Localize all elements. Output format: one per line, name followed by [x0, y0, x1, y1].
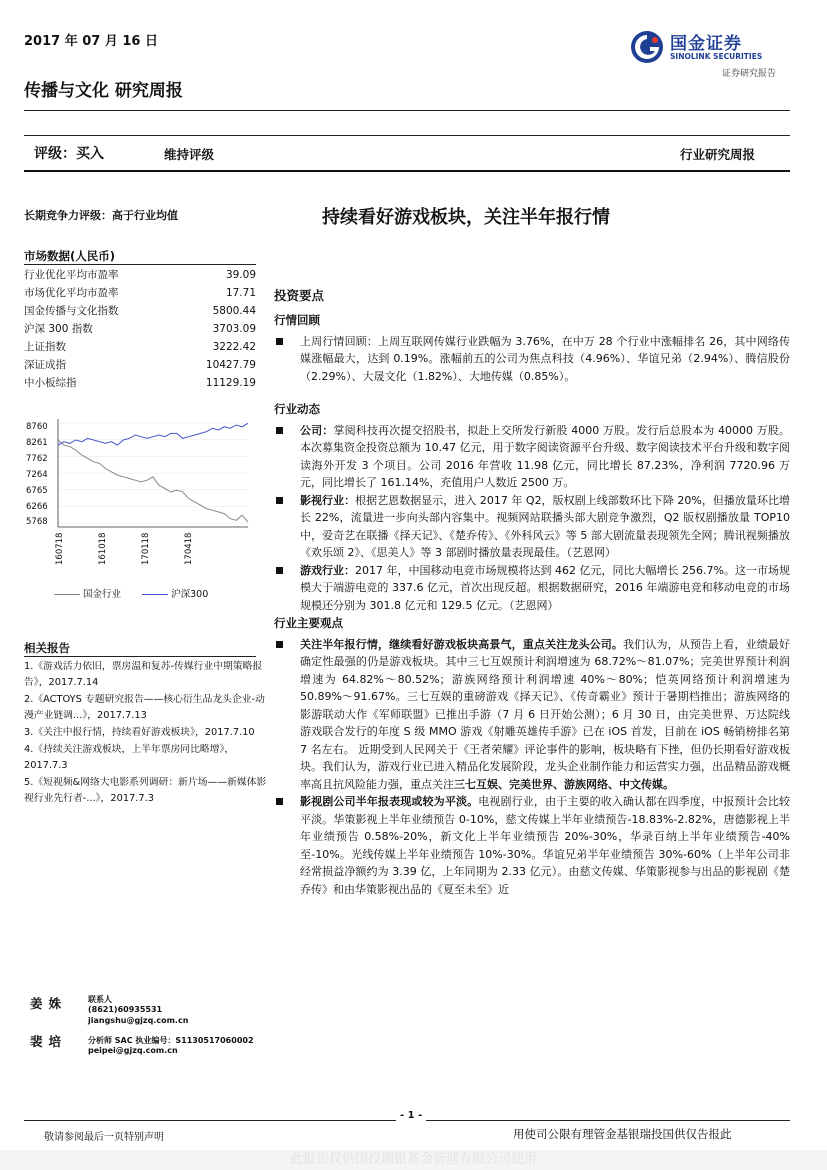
key-points-title: 投资要点: [274, 288, 325, 303]
analyst-role: 分析师 SAC 执业编号：S1130517060002: [88, 1036, 254, 1045]
y-tick-label: 7264: [26, 470, 48, 480]
market-label: 沪深 300 指数: [24, 323, 93, 335]
report-date: 2017 年 07 月 16 日: [24, 34, 158, 49]
legend-label-hs300: 沪深300: [171, 589, 209, 600]
legend-label-industry: 国金行业: [83, 589, 122, 600]
company-lead: 公司：: [300, 423, 334, 437]
bullet-icon: [276, 798, 283, 805]
x-tick-label: 160718: [55, 532, 65, 565]
market-label: 市场优化平均市盈率: [24, 287, 119, 299]
market-value: 3222.42: [212, 341, 256, 353]
market-value: 11129.19: [205, 377, 256, 389]
index-chart: [24, 405, 256, 605]
related-reports-title: 相关报告: [24, 641, 70, 655]
film-bullet: [274, 492, 790, 562]
brand-logo: [630, 24, 790, 72]
view1-lead: 关注半年报行情，继续看好游戏板块高景气，重点关注龙头公司。: [300, 637, 624, 651]
legend-swatch-industry: [54, 594, 80, 595]
analyst-phone: (8621)60935531: [88, 1005, 163, 1014]
market-value: 10427.79: [205, 359, 256, 371]
analyst-name: 姜姝: [30, 996, 68, 1011]
company-text: 掌阅科技再次提交招股书，拟赴上交所发行新股 4000 万股。发行后总股本为 40000 万股。本次募集资金投资总额为 10.47 亿元，用于数字阅读资源平台升级、数字阅读技术平台升级和数字阅读海外开发 3 个项目。公司 2016 年营收 11.98 亿元，同比增长 87.23%，净利润 7720.96 万元，同比增长了 161.14%，充值用户人数近 2500 万。: [300, 423, 790, 489]
related-report-item[interactable]: 5.《短视频&网络大电影系列调研：新片场——新媒体影视行业先行者-...》，2017.7.3: [24, 777, 267, 804]
brand-name-en: SINOLINK SECURITIES: [670, 52, 763, 61]
related-divider: [24, 656, 256, 657]
bullet-icon: [276, 497, 283, 504]
y-tick-label: 6765: [26, 486, 48, 496]
dynamics-title: 行业动态: [274, 402, 320, 416]
brand-subtitle: 证券研究报告: [722, 69, 777, 79]
legend: [54, 586, 254, 600]
analyst-role: 联系人: [88, 995, 112, 1004]
rating-action: 维持评级: [164, 147, 215, 162]
disclaimer-note: 敬请参阅最后一页特别声明: [44, 1132, 164, 1143]
view1-tail: 三七互娱、完美世界、游族网络、中文传媒。: [454, 777, 674, 791]
analyst-email[interactable]: jiangshu@gjzq.com.cn: [88, 1016, 189, 1025]
header-divider-2: [24, 135, 790, 136]
x-tick-label: 170118: [141, 532, 151, 565]
game-bullet: [274, 562, 790, 615]
film-lead: 影视行业：: [300, 493, 356, 507]
related-report-item[interactable]: 4.《持续关注游戏板块，上半年票房同比略增》，2017.7.3: [24, 744, 235, 771]
x-tick-label: 161018: [98, 532, 108, 565]
market-label: 上证指数: [24, 341, 66, 353]
series-line-industry: [58, 440, 248, 522]
series-line-hs300: [58, 423, 248, 445]
company-bullet: [274, 422, 790, 492]
market-value: 39.09: [225, 269, 256, 281]
market-row: [24, 266, 256, 284]
brand-logo-icon: [630, 30, 664, 64]
x-tick-label: 170418: [184, 532, 194, 565]
headline: 持续看好游戏板块，关注半年报行情: [322, 207, 610, 228]
y-tick-label: 8760: [26, 422, 48, 432]
views-title: 行业主要观点: [274, 616, 343, 630]
related-report-item[interactable]: 1.《游戏活力依旧，票房温和复苏-传媒行业中期策略报告》，2017.7.14: [24, 661, 263, 688]
y-tick-label: 8261: [26, 438, 48, 448]
game-lead: 游戏行业：: [300, 563, 356, 577]
analyst-name: 裴培: [30, 1034, 68, 1049]
market-data-title: 市场数据(人民币): [24, 249, 116, 263]
chart-plot-area: [58, 419, 248, 529]
market-row: [24, 338, 256, 356]
review-bullet: [274, 333, 790, 386]
bullet-icon: [276, 567, 283, 574]
related-report-item[interactable]: 2.《ACTOYS 专题研究报告——核心衍生品龙头企业-动漫产业链调...》，2017.7.13: [24, 694, 265, 721]
market-value: 17.71: [225, 287, 256, 299]
view1-text: 我们认为，从预告上看，业绩最好确定性最强的仍是游戏板块。其中三七互娱预计利润增速为 68.72%～81.07%；完美世界预计利润增速为 64.82%～80.52%；游族网络预计利润增速 40%～80%；恺英网络预计利润增速为 50.89%～91.67%。三七互娱的重磅游戏《择天记》、《传奇霸业》预计于暑期档推出；游族网络的影游联动大作《军师联盟》已推出手游（7 月 6 日开始公测）；6 月 30 日，由完美世界、万达院线游戏联合发行的年度 S 级 MMO 游戏《射雕英雄传手游》已在 iOS 首发，目前在 iOS 畅销榜排名第 7 名左右。 近期受到人民网关于《王者荣耀》评论事件的影响，板块略有下挫，但仍长期看好游戏板块。我们认为，游戏行业已进入精品化发展阶段，龙头企业制作能力和运营实力强，出品精品游戏概率高且抗风险能力强，重点关注: [300, 637, 790, 791]
bottom-strip: [0, 1150, 827, 1170]
market-label: 中小板综指: [24, 377, 77, 389]
y-tick-label: 7762: [26, 454, 48, 464]
view1-bullet: [274, 636, 790, 794]
y-tick-label: 6266: [26, 502, 48, 512]
header-divider-top: [24, 110, 790, 111]
market-divider: [24, 264, 256, 265]
rating: 评级：买入: [34, 146, 104, 162]
bullet-icon: [276, 641, 283, 648]
market-data-table: [24, 266, 256, 392]
market-row: [24, 356, 256, 374]
legend-swatch-hs300: [142, 594, 168, 595]
related-report-item[interactable]: 3.《关注中报行情，持续看好游戏板块》，2017.7.10: [24, 727, 255, 738]
view2-lead: 影视剧公司半年报表现或较为平淡。: [300, 795, 479, 808]
review-title: 行情回顾: [274, 313, 320, 327]
page-number: - 1 -: [396, 1110, 426, 1121]
market-row: [24, 284, 256, 302]
view2-text: 电视剧行业，由于主要的收入确认都在四季度，中报预计会比较平淡。华策影视上半年业绩预告 0-10%，慈文传媒上半年业绩预告-18.83%-2.82%，唐德影视上半年业绩预告 0.58%-20%，新文化上半年业绩预告 20%-30%，华录百纳上半年业绩预告-40%至-10%。光线传媒上半年业绩预告 10%-30%。华谊兄弟半年业绩预告 30%-60%（上半年公司非经常损益净额约为 3.39 亿，上年同期为 2.33 亿元）。由慈文传媒、华策影视参与出品的影视剧《楚乔传》和由华策影视出品的《夏至未至》近: [300, 795, 790, 896]
market-label: 深证成指: [24, 359, 66, 371]
brand-name-cn: 国金证券: [670, 34, 742, 54]
market-row: [24, 320, 256, 338]
header-divider-3: [24, 170, 790, 172]
view2-bullet: [274, 793, 790, 898]
bottom-strip-text: 此报告仅供国投瑞银基金管理有限公司使用: [289, 1152, 537, 1167]
market-row: [24, 302, 256, 320]
report-title: 传播与文化 研究周报: [24, 81, 183, 101]
market-value: 5800.44: [212, 305, 256, 317]
long-term-rating: 长期竞争力评级：高于行业均值: [24, 209, 178, 222]
y-tick-label: 5768: [26, 517, 48, 527]
film-text: 根据艺恩数据显示，进入 2017 年 Q2，版权剧上线部数环比下降 20%，但播放量环比增长 22%，流量进一步向头部内容集中。视频网站联播头部大剧竞争激烈，Q2 版权剧播放量 TOP10 中，爱奇艺在联播《择天记》、《楚乔传》、《外科风云》等 5 部大剧流量表现领先全网；腾讯视频播放《欢乐颂 2》、《思美人》等 3 部剧时播放量表现最佳。（艺恩网）: [300, 493, 790, 559]
market-row: [24, 374, 256, 392]
related-reports-list: [24, 659, 268, 808]
market-label: 国金传播与文化指数: [24, 305, 119, 317]
market-label: 行业优化平均市盈率: [24, 269, 119, 281]
market-value: 3703.09: [212, 323, 256, 335]
review-text: 上周行情回顾：上周互联网传媒行业跌幅为 3.76%，在中万 28 个行业中涨幅排名 26，其中网络传媒涨幅最大，达到 0.19%。涨幅前五的公司为焦点科技（4.96%）、华谊兄弟（2.94%）、腾信股份（2.29%）、大晟文化（1.82%）、大地传媒（0.85%）。: [300, 334, 790, 383]
report-type: 行业研究周报: [680, 147, 756, 162]
bullet-icon: [276, 338, 283, 345]
footer-watermark: 用使司公限有理管金基银瑞投国供仅告报此: [513, 1127, 732, 1141]
bullet-icon: [276, 427, 283, 434]
analyst-email[interactable]: peipei@gjzq.com.cn: [88, 1046, 178, 1055]
main-content: [274, 312, 790, 898]
game-text: 2017 年，中国移动电竞市场规模将达到 462 亿元，同比大幅增长 256.7%。这一市场规模大于端游电竞的 337.6 亿元，首次出现反超。根据数据研究，2016 年端游电竞和移动电竞的市场规模还分别为 301.8 亿元和 129.5 亿元。（艺恩网）: [300, 563, 791, 612]
